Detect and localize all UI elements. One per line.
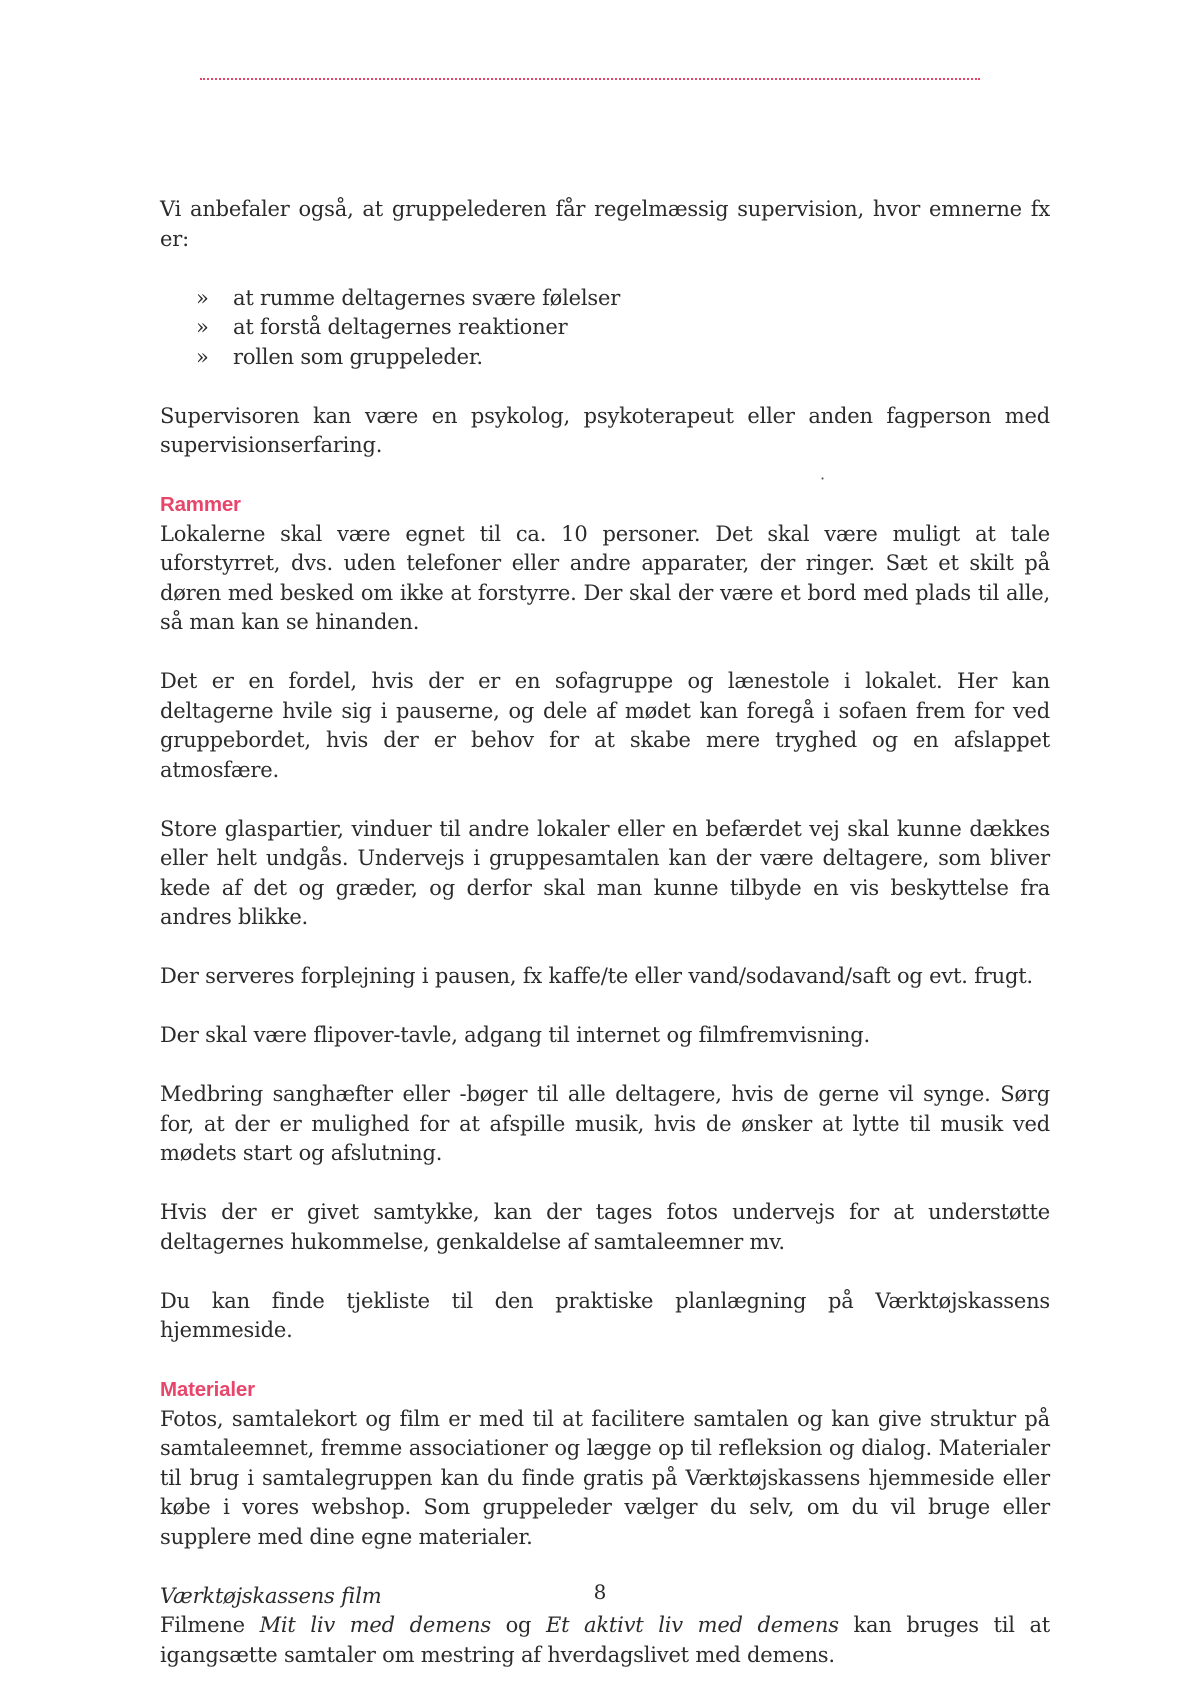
rammer-heading: Rammer xyxy=(160,493,241,516)
page-number: 8 xyxy=(593,1580,607,1604)
materialer-paragraph: Fotos, samtalekort og film er med til at facilitere samtalen og kan give struktur på samtaleemnet, fremme associationer og lægge op til refleksion og dialog. Materialer til brug i samtalegruppen kan du finde gratis på Værktøjskassens hjemmeside eller købe i vores webshop. Som gruppeleder vælger du selv, om du vil bruge eller supplere med dine egne materialer. xyxy=(160,1406,1050,1549)
list-item xyxy=(160,343,1050,373)
film-title: Mit liv med demens xyxy=(259,1613,491,1637)
rammer-paragraph: Hvis der er givet samtykke, kan der tages fotos undervejs for at understøtte deltagernes hukommelse, genkaldelse af samtaleemner mv. xyxy=(160,1200,1050,1254)
film-subheading: Værktøjskassens film xyxy=(160,1583,382,1608)
intro-paragraph: Vi anbefaler også, at gruppelederen får regelmæssig supervision, hvor emnerne fx er: xyxy=(160,197,1050,251)
rammer-paragraph: Der skal være flipover-tavle, adgang til internet og filmfremvisning. xyxy=(160,1023,870,1047)
rammer-paragraph: Store glaspartier, vinduer til andre lokaler eller en befærdet vej skal kunne dækkes eller helt undgås. Undervejs i gruppesamtalen kan der være deltagere, som bliver kede af det og græder, og derfor skal man kunne tilbyde en vis beskyttelse fra andres blikke. xyxy=(160,816,1050,929)
film-text: kan bruges til at igangsætte samtaler om mestring af hverdagslivet med demens. xyxy=(160,1613,1051,1667)
rammer-paragraph: Lokalerne skal være egnet til ca. 10 personer. Det skal være muligt at tale uforstyrret, dvs. uden telefoner eller andre apparater, der ringer. Sæt et skilt på døren med besked om ikke at forstyrre. Der skal der være et bord med plads til alle, så man kan se hinanden. xyxy=(160,521,1050,634)
header-dotted-rule xyxy=(200,78,980,80)
list-item-text: rollen som gruppeleder. xyxy=(233,344,483,369)
list-item-text: at forstå deltagernes reaktioner xyxy=(233,315,568,339)
list-item xyxy=(160,313,1050,343)
materialer-heading: Materialer xyxy=(160,1378,255,1401)
film-paragraph xyxy=(160,1611,1050,1670)
stray-mark: · xyxy=(820,469,826,488)
bullet-marker: » xyxy=(196,315,209,339)
film-text: Filmene xyxy=(160,1613,260,1637)
supervisor-paragraph: Supervisoren kan være en psykolog, psykoterapeut eller anden fagperson med supervisionserfaring. xyxy=(160,403,1050,457)
supervision-topics-list xyxy=(160,284,1050,373)
rammer-paragraph: Du kan finde tjekliste til den praktiske planlægning på Værktøjskassens hjemmeside. xyxy=(160,1288,1050,1342)
list-item xyxy=(160,284,1050,314)
rammer-paragraph: Der serveres forplejning i pausen, fx kaffe/te eller vand/sodavand/saft og evt. frugt. xyxy=(160,964,1033,988)
list-item-text: at rumme deltagernes svære følelser xyxy=(233,285,621,310)
rammer-paragraph: Det er en fordel, hvis der er en sofagruppe og lænestole i lokalet. Her kan deltagerne hvile sig i pauserne, og dele af mødet kan foregå i sofaen frem for ved gruppebordet, hvis der er behov for at skabe mere tryghed og en afslappet atmosfære. xyxy=(160,669,1050,782)
bullet-marker: » xyxy=(196,285,209,310)
film-title: Et aktivt liv med demens xyxy=(545,1613,839,1637)
rammer-paragraph: Medbring sanghæfter eller -bøger til alle deltagere, hvis de gerne vil synge. Sørg for, at der er mulighed for at afspille musik, hvis de ønsker at lytte til musik ved mødets start og afslutning. xyxy=(160,1082,1050,1165)
page-body xyxy=(160,195,1050,1670)
film-text: og xyxy=(490,1613,546,1637)
bullet-marker: » xyxy=(196,344,209,369)
